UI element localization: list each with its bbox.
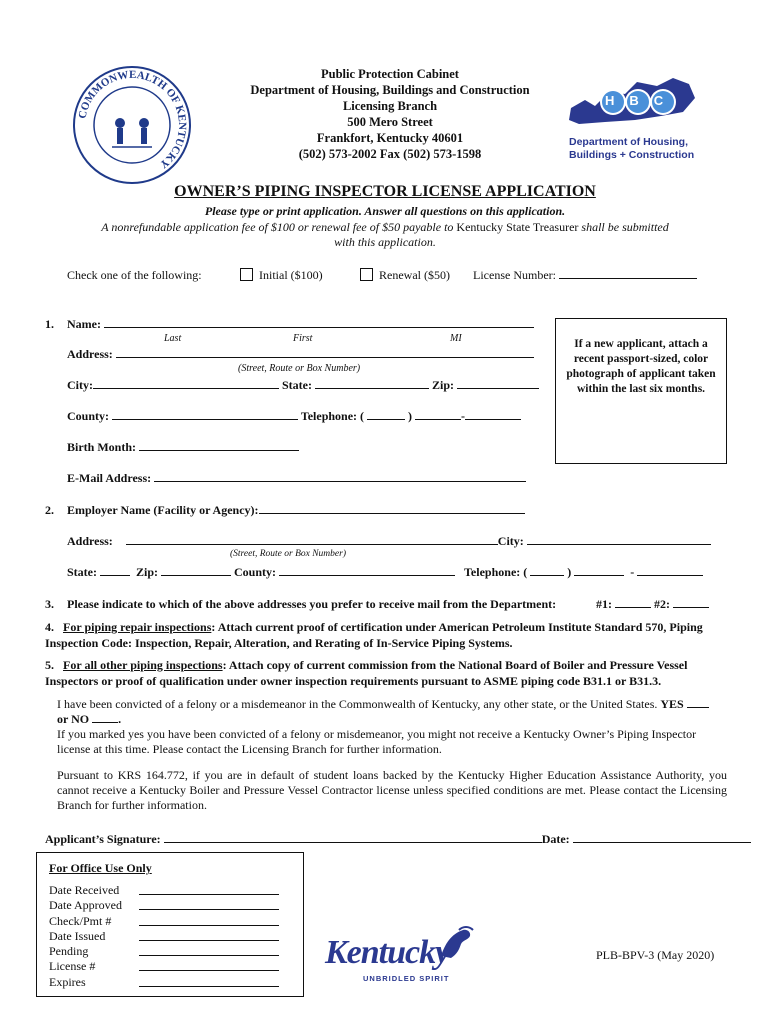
email-line[interactable] xyxy=(154,471,526,482)
office-field-row[interactable]: License # xyxy=(49,959,279,974)
employer-state-row[interactable]: State: Zip: County: Telephone: ( ) - xyxy=(67,565,703,580)
birth-month-line[interactable] xyxy=(139,440,299,451)
renewal-label: Renewal ($50) xyxy=(379,268,450,282)
area-code-line[interactable] xyxy=(367,409,405,420)
initial-option[interactable] xyxy=(240,268,323,283)
name-label: Name: xyxy=(67,317,101,331)
last-hint: Last xyxy=(164,333,182,344)
instructions-line3: with this application. xyxy=(334,235,436,249)
renewal-option[interactable] xyxy=(360,268,450,283)
address-label: Address: xyxy=(67,347,113,361)
office-use-box xyxy=(36,852,304,997)
kentucky-unbridled-logo xyxy=(325,926,475,988)
state-line[interactable] xyxy=(315,378,429,389)
county-line[interactable] xyxy=(112,409,298,420)
city-line[interactable] xyxy=(93,378,279,389)
office-field-row[interactable]: Date Issued xyxy=(49,929,279,944)
employer-state-line[interactable] xyxy=(100,565,130,576)
q5-paragraph: 5. For all other piping inspections: Attach copy of current commission from the National Board of Boiler and Pressure Vessel Inspectors or proof of qualification under owner inspection requirements pursuant to ASME piping code B31.1 or B31.3. xyxy=(45,658,688,688)
city-state-zip-row[interactable] xyxy=(67,378,539,393)
felony-text2: If you marked yes you have been convicted of a felony or misdemeanor, you might not receive a Kentucky Owner’s Piping Inspector license at this time. Please contact the Licensing Branch for further information. xyxy=(57,727,697,756)
agency-address-block xyxy=(200,66,580,162)
office-field-row[interactable]: Pending xyxy=(49,944,279,959)
employer-line[interactable] xyxy=(259,503,525,514)
employer-city-line[interactable] xyxy=(527,534,711,545)
renewal-checkbox[interactable] xyxy=(360,268,373,281)
name-line[interactable] xyxy=(104,317,534,328)
photo-instructions: If a new applicant, attach a recent passport-sized, color photograph of applicant taken within the last six months. xyxy=(566,338,716,395)
street-address: 500 Mero Street xyxy=(347,115,433,129)
hbc-line2: Buildings + Construction xyxy=(569,149,695,161)
mi-hint: MI xyxy=(450,333,462,344)
initial-checkbox[interactable] xyxy=(240,268,253,281)
option-2-line[interactable] xyxy=(673,597,709,608)
signature-date-label: Date: xyxy=(541,832,570,846)
employer-county-line[interactable] xyxy=(279,565,455,576)
employer-telephone-label: Telephone: ( xyxy=(464,565,528,579)
felony-line1: I have been convicted of a felony or a misdemeanor in the Commonwealth of Kentucky, any other state, or the United States. xyxy=(57,697,658,711)
felony-yes[interactable]: YES xyxy=(660,697,708,711)
q3-number: 3. xyxy=(45,597,54,611)
employer-phone-prefix-line[interactable] xyxy=(574,565,624,576)
birth-month-label: Birth Month: xyxy=(67,440,136,454)
zip-label: Zip: xyxy=(432,378,455,392)
hbc-logo xyxy=(565,70,700,170)
office-field-row[interactable]: Expires xyxy=(49,975,279,990)
form-code: PLB-BPV-3 (May 2020) xyxy=(596,948,715,962)
email-label: E-Mail Address: xyxy=(67,471,152,485)
office-field-row[interactable]: Check/Pmt # xyxy=(49,914,279,929)
hbc-line1: Department of Housing, xyxy=(569,136,689,148)
city-label: City: xyxy=(67,378,93,392)
option-1-label: #1: xyxy=(596,597,612,611)
birth-month-field[interactable] xyxy=(67,440,299,455)
q1-number: 1. xyxy=(45,317,54,331)
instructions-line1: Please type or print application. Answer all questions on this application. xyxy=(204,204,566,218)
state-label: State: xyxy=(282,378,312,392)
address-line[interactable] xyxy=(116,347,534,358)
signature-row[interactable] xyxy=(45,832,751,847)
email-field[interactable] xyxy=(67,471,526,486)
option-2-label: #2: xyxy=(654,597,670,611)
phone-fax: (502) 573-2002 Fax (502) 573-1598 xyxy=(298,147,482,161)
employer-county-label: County: xyxy=(234,565,277,579)
cabinet-name: Public Protection Cabinet xyxy=(321,67,459,81)
office-field-row[interactable]: Date Approved xyxy=(49,898,279,913)
instructions xyxy=(30,204,740,251)
employer-label: Employer Name (Facility or Agency): xyxy=(67,503,259,517)
license-number-line[interactable] xyxy=(559,268,697,279)
felony-statement xyxy=(57,697,727,757)
mail-preference-options[interactable] xyxy=(596,597,709,612)
photo-box[interactable] xyxy=(555,318,727,464)
q4-lead: For piping repair inspections xyxy=(63,620,212,634)
license-number-field[interactable] xyxy=(473,268,697,283)
q5-lead: For all other piping inspections xyxy=(63,658,223,672)
page-title: OWNER’S PIPING INSPECTOR LICENSE APPLICATION xyxy=(174,183,596,200)
instructions-line2: A nonrefundable application fee of $100 or renewal fee of $50 payable to Kentucky State Treasurer shall be submitted xyxy=(101,219,669,234)
employer-area-code-line[interactable] xyxy=(530,565,564,576)
signature-line[interactable] xyxy=(164,832,542,843)
office-use-title: For Office Use Only xyxy=(49,861,152,875)
option-1-line[interactable] xyxy=(615,597,651,608)
employer-zip-line[interactable] xyxy=(161,565,231,576)
hbc-letters: HBC xyxy=(605,93,679,108)
phone-line[interactable] xyxy=(465,409,521,420)
q4-text: : Attach current proof of certification under American Petroleum Institute Standard 570, Piping Inspection Code: Inspection, Repair, Alteration, and Rerating of In-Service Piping Systems. xyxy=(45,620,703,650)
employer-state-label: State: xyxy=(67,565,97,579)
check-one-label: Check one of the following: xyxy=(67,268,202,282)
q4-paragraph: 4. For piping repair inspections: Attach current proof of certification under American Petroleum Institute Standard 570, Piping Inspection Code: Inspection, Repair, Alteration, and Rerating of In-Service Piping Systems. xyxy=(45,620,703,650)
q5-text: : Attach copy of current commission from the National Board of Boiler and Pressure Vessel Inspectors or proof of qualification under owner inspection requirements pursuant to ASME piping code B31.1 or B31.3. xyxy=(45,658,688,688)
employer-field[interactable] xyxy=(67,503,525,518)
felony-no[interactable]: or NO . xyxy=(57,712,122,726)
address-field[interactable] xyxy=(67,347,534,362)
signature-date-line[interactable] xyxy=(573,832,751,843)
zip-line[interactable] xyxy=(457,378,539,389)
phone-prefix-line[interactable] xyxy=(415,409,461,420)
krs-notice: Pursuant to KRS 164.772, if you are in default of student loans backed by the Kentucky Higher Education Assistance Authority, you cannot receive a Kentucky Boiler and Pressure Vessel Contractor license unless specified conditions are met. Please contact the Licensing Branch for further information. xyxy=(57,768,727,812)
employer-city-label: City: xyxy=(497,534,524,548)
unbridled-spirit-tag: UNBRIDLED SPIRIT xyxy=(363,974,450,983)
mail-preference-text: Please indicate to which of the above addresses you prefer to receive mail from the Department: xyxy=(67,597,557,611)
initial-label: Initial ($100) xyxy=(259,268,323,282)
employer-address-row[interactable] xyxy=(67,534,711,549)
svg-text:COMMONWEALTH OF KENTUCKY: COMMONWEALTH OF KENTUCKY xyxy=(76,68,189,171)
license-number-label: License Number: xyxy=(473,268,556,282)
office-field-row[interactable]: Date Received xyxy=(49,883,279,898)
first-hint: First xyxy=(293,333,313,344)
department-name: Department of Housing, Buildings and Construction xyxy=(250,83,530,97)
office-fields xyxy=(49,883,279,990)
employer-zip-label: Zip: xyxy=(136,565,159,579)
city-state-zip: Frankfort, Kentucky 40601 xyxy=(316,131,464,145)
employer-address-label: Address: xyxy=(67,534,113,548)
employer-phone-line[interactable] xyxy=(637,565,703,576)
employer-street-hint: (Street, Route or Box Number) xyxy=(230,549,346,559)
employer-address-line[interactable] xyxy=(126,534,498,545)
telephone-label: Telephone: ( xyxy=(300,409,365,423)
street-hint: (Street, Route or Box Number) xyxy=(238,363,361,374)
q2-number: 2. xyxy=(45,503,54,517)
county-phone-row[interactable]: County: Telephone: ( ) - xyxy=(67,409,521,424)
name-field[interactable] xyxy=(67,317,534,332)
kentucky-word: Kentucky xyxy=(325,934,450,971)
signature-label: Applicant’s Signature: xyxy=(45,832,161,846)
county-label: County: xyxy=(67,409,110,423)
kentucky-seal xyxy=(72,65,192,185)
branch-name: Licensing Branch xyxy=(342,99,438,113)
